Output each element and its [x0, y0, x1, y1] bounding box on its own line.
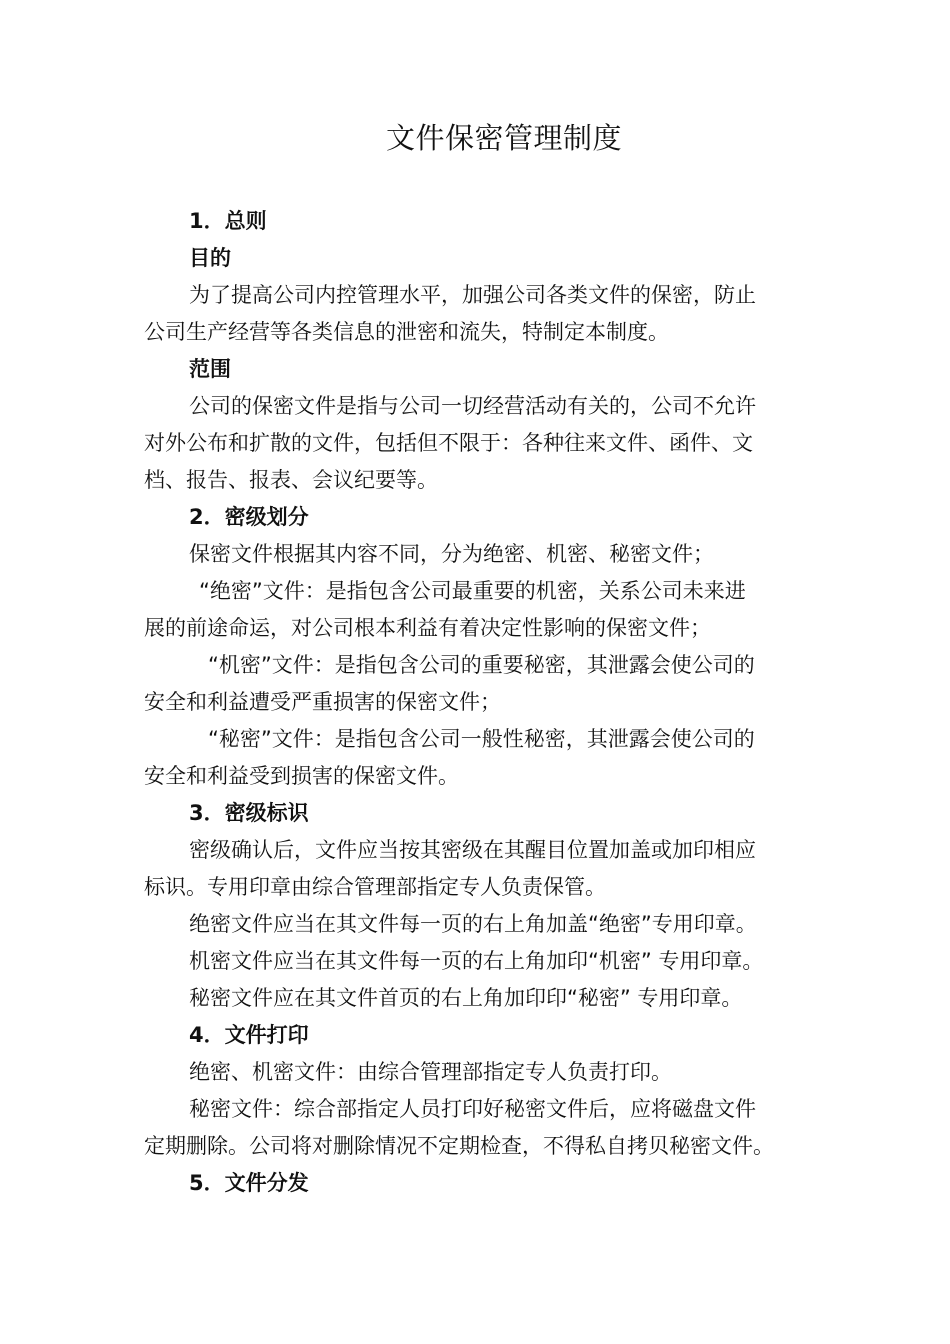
paragraph-line: “机密”文件：是指包含公司的重要秘密，其泄露会使公司的 [208, 653, 755, 677]
paragraph-line: 对外公布和扩散的文件，包括但不限于：各种往来文件、函件、文 [144, 431, 753, 455]
section-heading-marking: 3．密级标识 [189, 801, 309, 825]
paragraph-line: 安全和利益受到损害的保密文件。 [144, 764, 459, 788]
paragraph-line: 绝密文件应当在其文件每一页的右上角加盖“绝密”专用印章。 [189, 912, 757, 936]
paragraph-line: 机密文件应当在其文件每一页的右上角加印“机密” 专用印章。 [189, 949, 764, 973]
paragraph-line: 标识。专用印章由综合管理部指定专人负责保管。 [144, 875, 606, 899]
paragraph-line: 秘密文件应在其文件首页的右上角加印印“秘密” 专用印章。 [189, 986, 743, 1010]
paragraph-line: 展的前途命运，对公司根本利益有着决定性影响的保密文件； [144, 616, 711, 640]
section-heading-distribution: 5．文件分发 [189, 1171, 309, 1195]
paragraph-line: 安全和利益遭受严重损害的保密文件； [144, 690, 501, 714]
section-heading-printing: 4．文件打印 [189, 1023, 309, 1047]
paragraph-line: “绝密”文件：是指包含公司最重要的机密，关系公司未来进 [199, 579, 746, 603]
paragraph-line: 公司生产经营等各类信息的泄密和流失，特制定本制度。 [144, 320, 669, 344]
subheading-purpose: 目的 [189, 246, 231, 270]
paragraph-line: 密级确认后，文件应当按其密级在其醒目位置加盖或加印相应 [189, 838, 756, 862]
paragraph-line: 公司的保密文件是指与公司一切经营活动有关的，公司不允许 [189, 394, 756, 418]
section-heading-classification: 2．密级划分 [189, 505, 309, 529]
paragraph-line: 档、报告、报表、会议纪要等。 [144, 468, 438, 492]
paragraph-line: 为了提高公司内控管理水平，加强公司各类文件的保密，防止 [189, 283, 756, 307]
paragraph-line: “秘密”文件：是指包含公司一般性秘密，其泄露会使公司的 [208, 727, 755, 751]
document-body [144, 203, 814, 1202]
subheading-scope: 范围 [189, 357, 231, 381]
paragraph-line: 秘密文件：综合部指定人员打印好秘密文件后，应将磁盘文件 [189, 1097, 756, 1121]
document-title: 文件保密管理制度 [385, 121, 622, 155]
section-heading-general: 1．总则 [189, 209, 267, 233]
paragraph-line: 绝密、机密文件：由综合管理部指定专人负责打印。 [189, 1060, 672, 1084]
paragraph-line: 保密文件根据其内容不同，分为绝密、机密、秘密文件； [189, 542, 714, 566]
paragraph-line: 定期删除。公司将对删除情况不定期检查，不得私自拷贝秘密文件。 [144, 1134, 774, 1158]
